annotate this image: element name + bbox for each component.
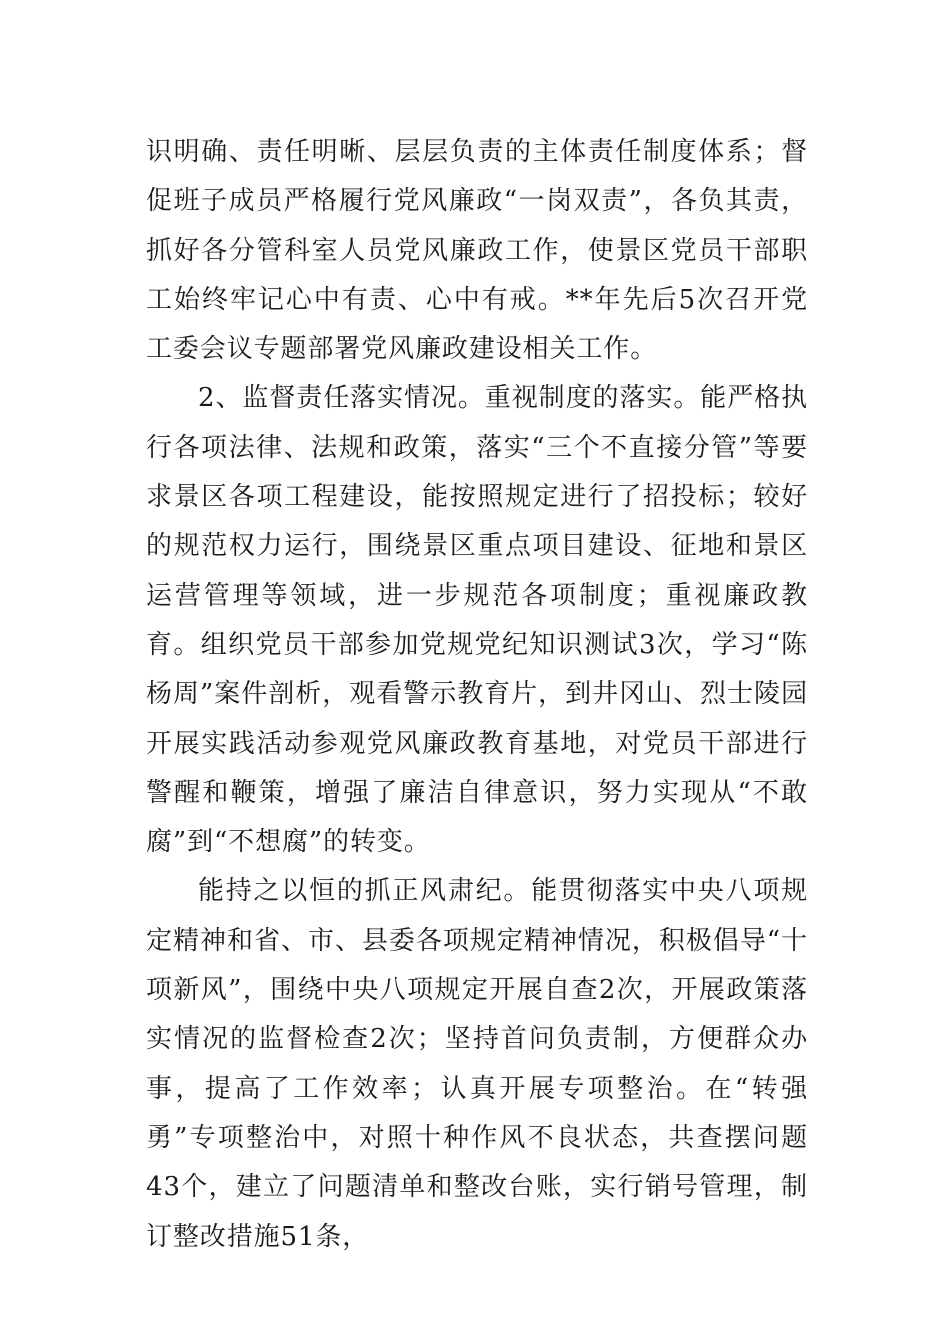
paragraph-3: 能持之以恒的抓正风肃纪。能贯彻落实中央八项规定精神和省、市、县委各项规定精神情况，积极倡导“十项新风”，围绕中央八项规定开展自查2次，开展政策落实情况的监督检查2次；坚持首问负责制，方便群众办事，提高了工作效率；认真开展专项整治。在“转强勇”专项整治中，对照十种作风不良状态，共查摆问题43个，建立了问题清单和整改台账，实行销号管理，制订整改措施51条， bbox=[146, 876, 808, 1252]
paragraph-2: 2、监督责任落实情况。重视制度的落实。能严格执行各项法律、法规和政策，落实“三个不直接分管”等要求景区各项工程建设，能按照规定进行了招投标；较好的规范权力运行，围绕景区重点项目建设、征地和景区运营管理等领域，进一步规范各项制度；重视廉政教育。组织党员干部参加党规党纪知识测试3次，学习“陈杨周”案件剖析，观看警示教育片，到井冈山、烈士陵园开展实践活动参观党风廉政教育基地，对党员干部进行警醒和鞭策，增强了廉洁自律意识，努力实现从“不敢腐”到“不想腐”的转变。 bbox=[146, 383, 808, 858]
document-page bbox=[146, 128, 808, 1262]
paragraph-1: 识明确、责任明晰、层层负责的主体责任制度体系；督促班子成员严格履行党风廉政“一岗双责”，各负其责，抓好各分管科室人员党风廉政工作，使景区党员干部职工始终牢记心中有责、心中有戒。**年先后5次召开党工委会议专题部署党风廉政建设相关工作。 bbox=[146, 137, 808, 365]
